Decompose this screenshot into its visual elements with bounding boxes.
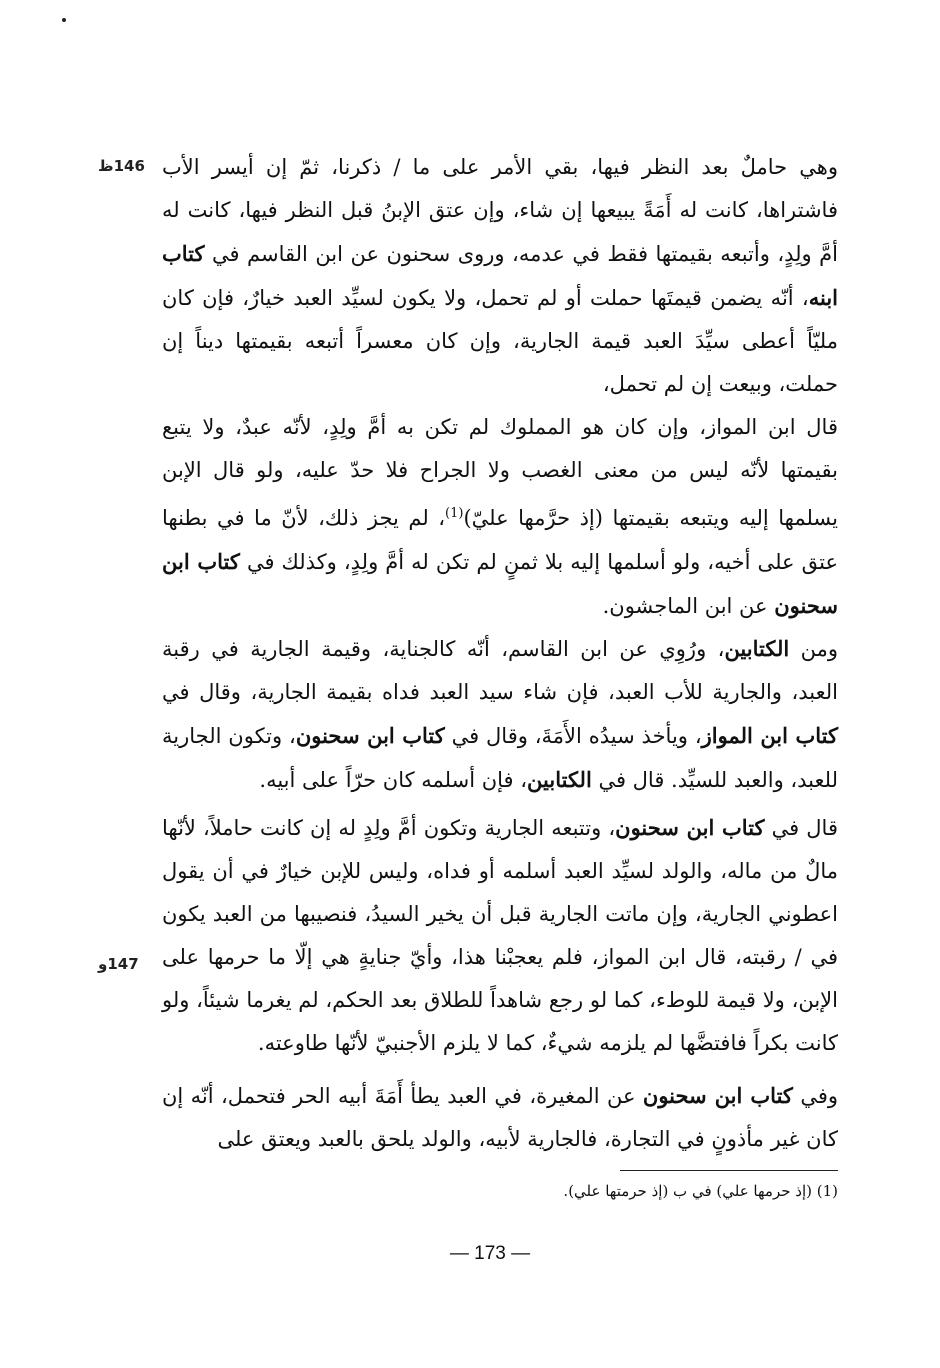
text-run: ، ورُوِي عن ابن القاسم، أنّه كالجناية، وقيمة الجارية في رقبة العبد، والجارية للأب العبد، فإن شاء سيد العبد فداه بقيمة الجارية، وقال في <box>162 637 838 704</box>
text-run: قال ابن المواز، وإن كان هو المملوك لم تكن به أمَّ ولِدٍ، لأنّه عبدٌ، ولا يتبع بقيمتها لأنّه ليس من معنى الغصب ولا الجراح فلا حدّ عليه، ولو قال الإبن يسلمها إليه ويتبعه بقيمتها (إذ حرَّمها عليّ) <box>162 415 838 530</box>
paragraph-3 <box>162 627 838 802</box>
bold-reference: كتاب ابن سحنون <box>642 1083 793 1108</box>
bold-reference: الكتابين <box>724 636 790 661</box>
folio-marker-146: 146ظ <box>98 157 145 175</box>
bold-reference: كتاب ابن سحنون <box>162 549 838 618</box>
page-number: — 173 — <box>449 1243 531 1264</box>
bold-reference: كتاب ابن سحنون <box>295 723 445 748</box>
footnote-separator <box>620 1170 838 1171</box>
paragraph-4 <box>162 806 838 1065</box>
paragraph-2 <box>162 406 838 628</box>
folio-marker-147: 147و <box>98 955 139 973</box>
paragraph-1 <box>162 146 838 406</box>
bold-reference: كتاب ابنه <box>162 241 838 310</box>
text-run: عن ابن الماجشون. <box>602 594 775 618</box>
text-run: وفي <box>792 1084 838 1108</box>
text-run: ، لم يجز ذلك، لأنّ ما في بطنها عتق على أخيه، ولو أسلمها إليه بلا ثمنٍ لم تكن له أمَّ ولِدٍ، وكذلك في <box>162 506 838 574</box>
text-run: ومن <box>789 637 838 661</box>
text-run: ، أنّه يضمن قيمتَها حملت أو لم تحمل، ولا يكون لسيِّد العبد خيارٌ، فإن كان مليّاً أعطى سيِّدَ العبد قيمة الجارية، وإن كان معسراً أتبعه بقيمتها ديناً إن حملت، وبيعت إن لم تحمل، <box>162 286 838 396</box>
bold-reference: كتاب ابن سحنون <box>615 815 765 840</box>
text-run: قال في <box>764 816 838 840</box>
text-run: عن المغيرة، في العبد يطأ أَمَةَ أبيه الحر فتحمل، أنّه إن كان غير مأذونٍ في التجارة، فالجارية لأبيه، والولد يلحق بالعبد ويعتق على <box>162 1084 838 1151</box>
text-run: ، وتكون الجارية للعبد، والعبد للسيِّد. قال في <box>162 724 838 792</box>
bold-reference: كتاب ابن المواز <box>701 723 838 748</box>
text-run: ، ويأخذ سيدُه الأَمَةَ، وقال في <box>444 724 702 748</box>
bold-reference: الكتابين <box>527 767 592 792</box>
text-run: ، فإن أسلمه كان حرّاً على أبيه. <box>259 768 528 792</box>
text-run: وهي حاملٌ بعد النظر فيها، بقي الأمر على ما / ذكرنا، ثمّ إن أيسر الأب فاشتراها، كانت له أَمَةً يبيعها إن شاء، وإن عتق الإبنُ قبل النظر فيها، كانت له أمَّ ولِدٍ، وأتبعه بقيمتها فقط في عدمه، وروى سحنون عن ابن القاسم في <box>162 155 838 266</box>
footnote: (1) (إذ حرمها علي) في ب (إذ حرمتها علي). <box>563 1182 838 1200</box>
text-run: ، وتتبعه الجارية وتكون أمَّ ولِدٍ له إن كانت حاملاً، لأنّها مالٌ من ماله، والولد لسيِّد العبد أسلمه أو فداه، وليس للإبن خيارٌ في أن يقول اعطوني الجارية، وإن ماتت الجارية قبل أن يخير السيدُ، فنصيبها من العبد يكون في / رقبته، قال ابن المواز، فلم يعجبْنا هذا، وأيّ جنايةٍ هي إلّا ما حرمها على الإبن، ولا قيمة للوطء، كما لو رجع شاهداً للطلاق بعد الحكم، لم يغرما شيئاً، ولو كانت بكراً فافتضَّها لم يلزمه شيءٌ، كما لا يلزم الأجنبيّ لأنّها طاوعته. <box>162 816 838 1055</box>
paragraph-5 <box>162 1074 838 1161</box>
footnote-ref: (1) <box>445 506 464 521</box>
scan-speck <box>62 18 66 22</box>
